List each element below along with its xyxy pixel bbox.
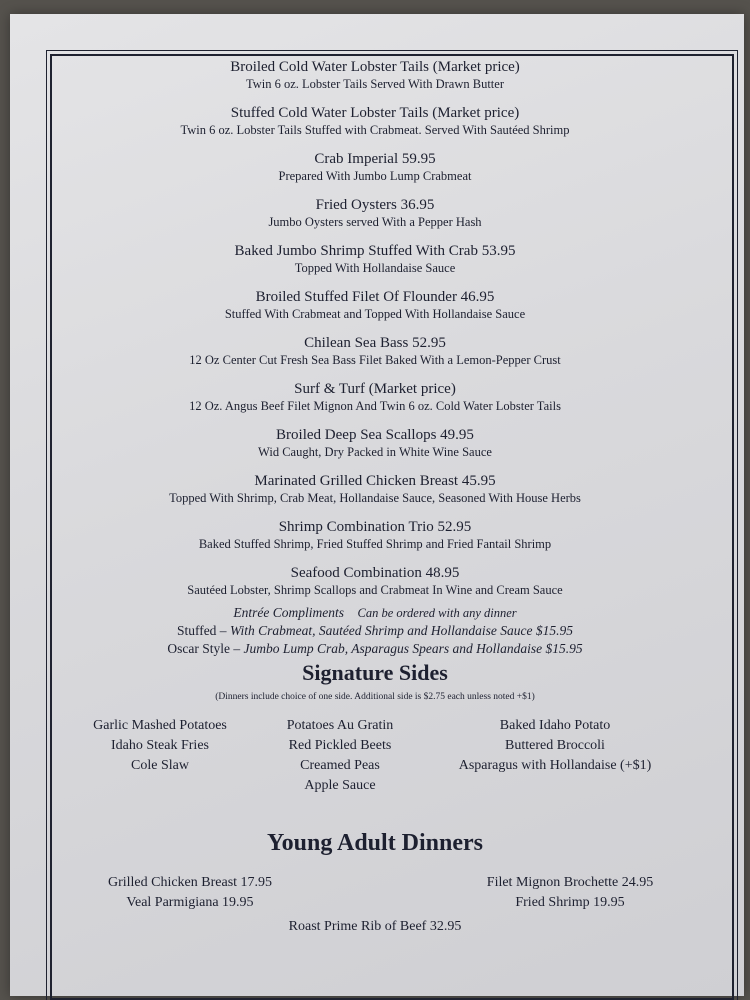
side-item: Buttered Broccoli: [505, 738, 605, 753]
sides-column-2: [270, 716, 410, 796]
stuffed-text: With Crabmeat, Sautéed Shrimp and Hollandaise Sauce $15.95: [229, 623, 574, 638]
signature-sides-note: (Dinners include choice of one side. Additional side is $2.75 each unless noted +$1): [215, 692, 535, 702]
oscar-label: Oscar Style –: [167, 641, 241, 656]
menu-item: [30, 472, 720, 506]
menu-item: [30, 564, 720, 598]
side-item: Idaho Steak Fries: [111, 738, 209, 753]
menu-item-description: Wid Caught, Dry Packed in White Wine Sauce: [258, 445, 492, 459]
menu-item-description: Twin 6 oz. Lobster Tails Stuffed with Crabmeat. Served With Sautéed Shrimp: [180, 123, 570, 137]
sides-column-3: [440, 716, 670, 796]
menu-item-description: 12 Oz. Angus Beef Filet Mignon And Twin 6 oz. Cold Water Lobster Tails: [189, 399, 561, 413]
menu-item-description: Topped With Hollandaise Sauce: [294, 261, 456, 275]
menu-item-name: Marinated Grilled Chicken Breast 45.95: [254, 473, 496, 489]
menu-item: [30, 242, 720, 276]
young-adult-item: Filet Mignon Brochette 24.95: [486, 875, 654, 890]
young-adult-item: Veal Parmigiana 19.95: [126, 895, 254, 910]
menu-item: [30, 426, 720, 460]
menu-item-description: 12 Oz Center Cut Fresh Sea Bass Filet Baked With a Lemon-Pepper Crust: [189, 353, 561, 367]
side-item: Red Pickled Beets: [288, 738, 392, 753]
menu-content: [30, 58, 720, 953]
menu-item: [30, 150, 720, 184]
young-adult-right: [460, 873, 680, 913]
menu-item-description: Jumbo Oysters served With a Pepper Hash: [268, 215, 482, 229]
menu-item: [30, 196, 720, 230]
menu-item-name: Broiled Deep Sea Scallops 49.95: [276, 427, 474, 443]
menu-item-name: Crab Imperial 59.95: [314, 151, 436, 167]
menu-item-name: Fried Oysters 36.95: [315, 197, 435, 213]
entree-compliments: [30, 604, 720, 658]
menu-item-name: Seafood Combination 48.95: [290, 565, 460, 581]
menu-item: [30, 288, 720, 322]
menu-item-description: Topped With Shrimp, Crab Meat, Hollandaise Sauce, Seasoned With House Herbs: [169, 491, 581, 505]
menu-item-description: Stuffed With Crabmeat and Topped With Hollandaise Sauce: [224, 307, 526, 321]
menu-item: [30, 58, 720, 92]
menu-item-name: Baked Jumbo Shrimp Stuffed With Crab 53.95: [234, 243, 516, 259]
side-item: Apple Sauce: [304, 778, 376, 793]
menu-item-description: Twin 6 oz. Lobster Tails Served With Drawn Butter: [245, 77, 504, 91]
menu-item-name: Shrimp Combination Trio 52.95: [278, 519, 472, 535]
side-item: Cole Slaw: [131, 758, 189, 773]
menu-item: [30, 380, 720, 414]
young-adult-dinners: [30, 873, 720, 953]
side-item: Garlic Mashed Potatoes: [93, 718, 227, 733]
compliments-title: Entrée Compliments: [233, 605, 344, 620]
young-adult-left: [90, 873, 290, 913]
menu-item-name: Broiled Cold Water Lobster Tails (Market price): [230, 59, 520, 75]
young-adult-title: Young Adult Dinners: [266, 830, 484, 856]
side-item: Baked Idaho Potato: [499, 718, 611, 733]
young-adult-item: Fried Shrimp 19.95: [515, 895, 625, 910]
side-item: Creamed Peas: [300, 758, 380, 773]
menu-item-name: Broiled Stuffed Filet Of Flounder 46.95: [255, 289, 495, 305]
menu-item-description: Prepared With Jumbo Lump Crabmeat: [278, 169, 472, 183]
oscar-text: Jumbo Lump Crab, Asparagus Spears and Hollandaise $15.95: [243, 641, 583, 656]
side-item: Potatoes Au Gratin: [286, 718, 394, 733]
side-item: Asparagus with Hollandaise (+$1): [458, 758, 652, 773]
sides-columns: [30, 716, 720, 796]
stuffed-label: Stuffed –: [176, 623, 227, 638]
menu-item-description: Baked Stuffed Shrimp, Fried Stuffed Shrimp and Fried Fantail Shrimp: [198, 537, 552, 551]
entree-list: [30, 58, 720, 598]
menu-item-name: Chilean Sea Bass 52.95: [304, 335, 446, 351]
menu-item-name: Surf & Turf (Market price): [294, 381, 456, 397]
young-adult-item: Grilled Chicken Breast 17.95: [107, 875, 273, 890]
compliments-note: Can be ordered with any dinner: [357, 606, 517, 620]
menu-item: [30, 104, 720, 138]
signature-sides-title: Signature Sides: [302, 660, 448, 685]
menu-item: [30, 334, 720, 368]
sides-column-1: [80, 716, 240, 796]
young-adult-item: Roast Prime Rib of Beef 32.95: [288, 919, 462, 934]
menu-item-name: Stuffed Cold Water Lobster Tails (Market price): [230, 105, 520, 121]
menu-item-description: Sautéed Lobster, Shrimp Scallops and Crabmeat In Wine and Cream Sauce: [187, 583, 563, 597]
menu-item: [30, 518, 720, 552]
